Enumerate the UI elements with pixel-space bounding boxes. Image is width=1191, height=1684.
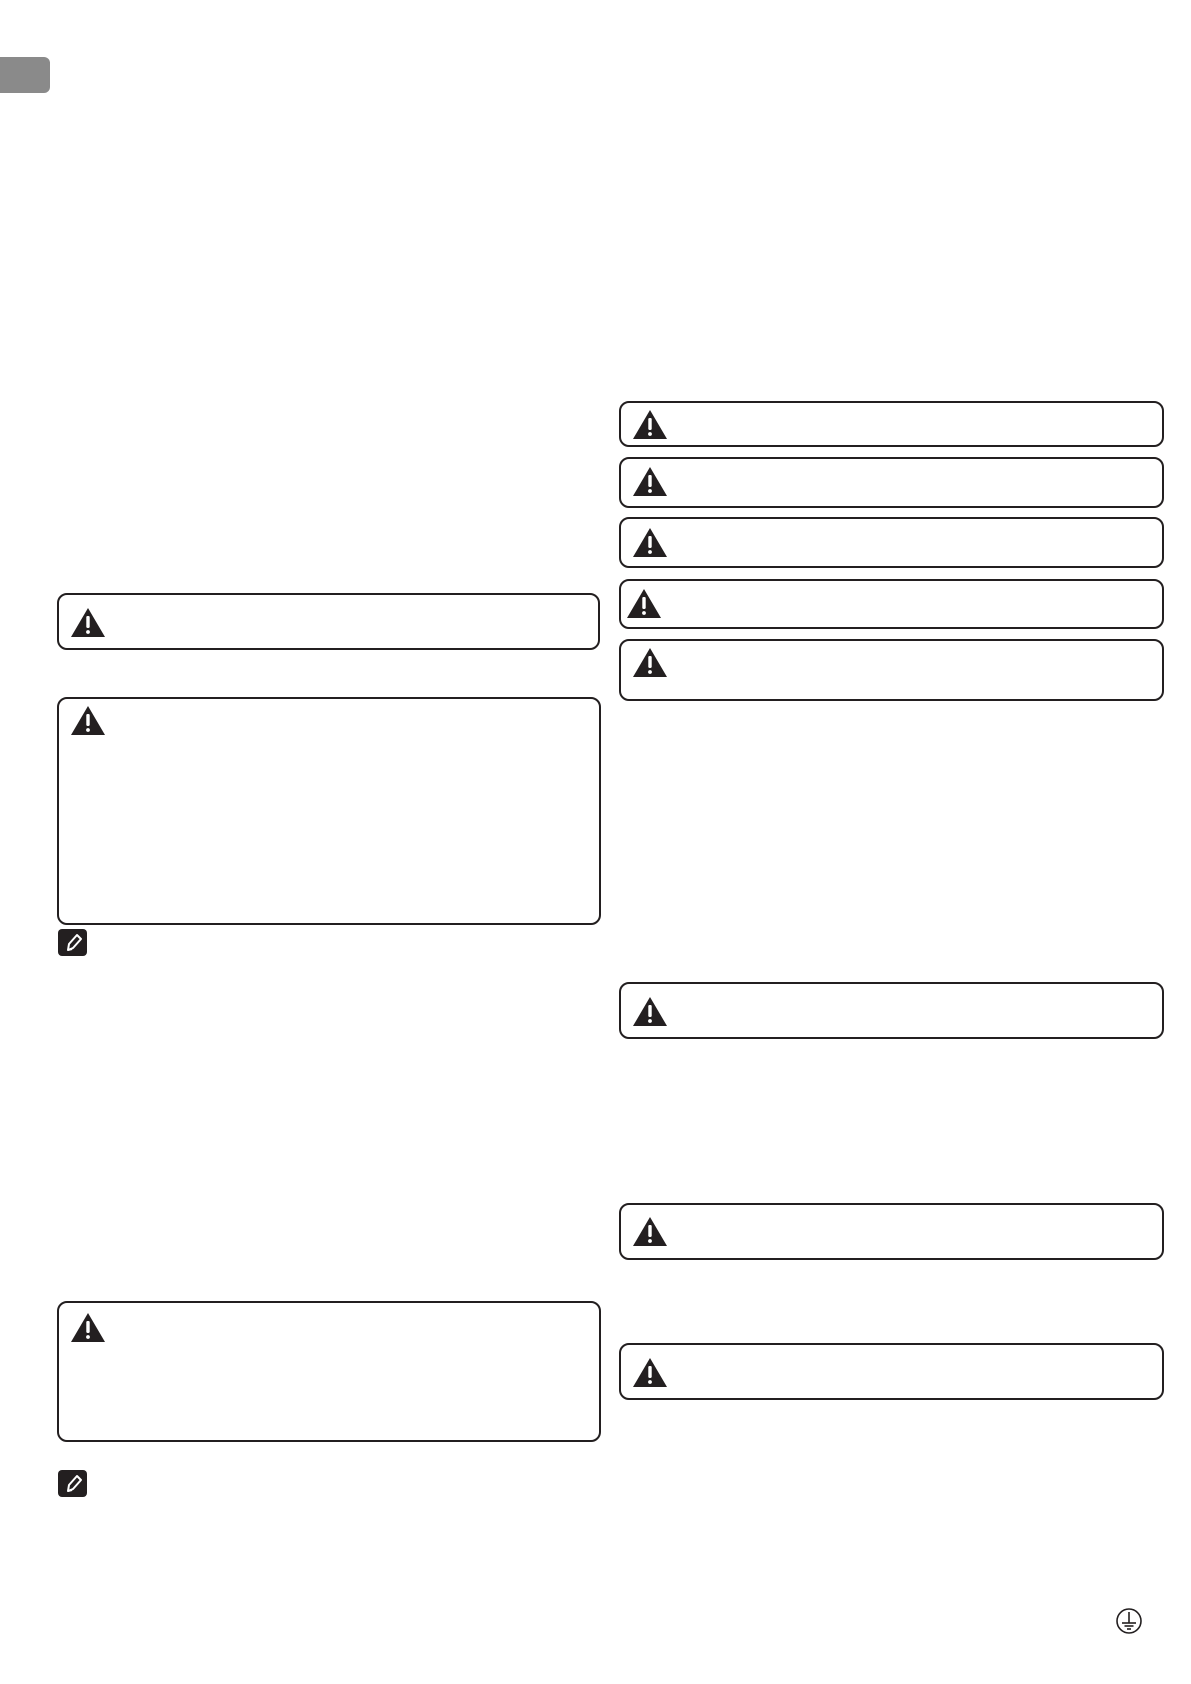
protective-earth-ground-icon xyxy=(1116,1607,1142,1635)
warning-box xyxy=(619,457,1164,508)
warning-triangle-icon xyxy=(632,996,668,1027)
warning-box xyxy=(57,697,601,925)
warning-box xyxy=(57,593,600,650)
warning-triangle-icon xyxy=(70,1312,106,1343)
warning-box xyxy=(619,982,1164,1039)
warning-triangle-icon xyxy=(626,588,662,619)
pencil-note-icon xyxy=(58,929,87,956)
warning-box xyxy=(619,401,1164,447)
warning-box xyxy=(619,639,1164,701)
warning-box xyxy=(619,1343,1164,1400)
warning-box xyxy=(619,1203,1164,1260)
warning-box xyxy=(619,579,1164,629)
warning-box xyxy=(57,1301,601,1442)
chapter-tab xyxy=(0,57,50,93)
warning-triangle-icon xyxy=(70,607,106,638)
pencil-note-icon xyxy=(58,1470,87,1497)
warning-triangle-icon xyxy=(632,527,668,558)
warning-triangle-icon xyxy=(632,1357,668,1388)
warning-triangle-icon xyxy=(632,647,668,678)
warning-triangle-icon xyxy=(632,1216,668,1247)
warning-triangle-icon xyxy=(632,466,668,497)
warning-triangle-icon xyxy=(70,705,106,736)
warning-triangle-icon xyxy=(632,409,668,440)
warning-box xyxy=(619,517,1164,568)
